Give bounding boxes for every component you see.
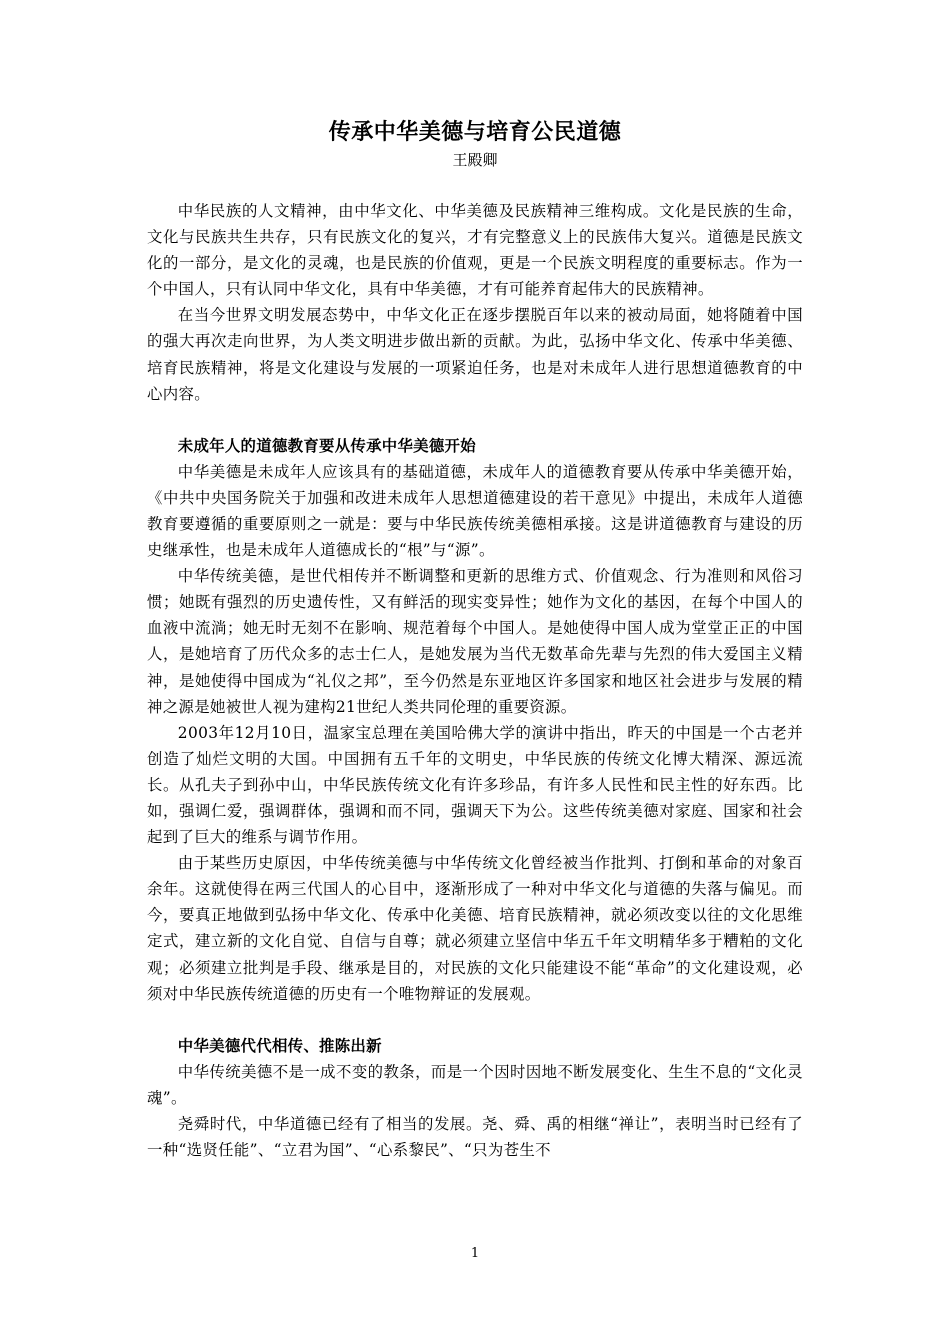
body-paragraph: 由于某些历史原因，中华传统美德与中华传统文化曾经被当作批判、打倒和革命的对象百余年。这就使得在两三代国人的心目中，逐渐形成了一种对中华文化与道德的失落与偏见。而今，要真正地做到弘扬中华文化、传承中化美德、培育民族精神，就必须改变以往的文化思维定式，建立新的文化自觉、自信与自尊；就必须建立坚信中华五千年文明精华多于糟粕的文化观；必须建立批判是手段、继承是目的，对民族的文化只能建设不能“革命”的文化建设观，必须对中华民族传统道德的历史有一个唯物辩证的发展观。	[147, 854, 803, 1003]
body-paragraph: 中华传统美德，是世代相传并不断调整和更新的思维方式、价值观念、行为准则和风俗习惯；她既有强烈的历史遗传性，又有鲜活的现实变异性；她作为文化的基因，在每个中国人的血液中流淌；她无时无刻不在影响、规范着每个中国人。是她使得中国人成为堂堂正正的中国人，是她培育了历代众多的志士仁人，是她发展为当代无数革命先辈与先烈的伟大爱国主义精神，是她使得中国成为“礼仪之邦”，至今仍然是东亚地区许多国家和地区社会进步与发展的精神之源是她被世人视为建构21世纪人类共同伦理的重要资源。	[147, 567, 803, 716]
body-paragraph: 尧舜时代，中华道德已经有了相当的发展。尧、舜、禹的相继“禅让”，表明当时已经有了一种“选贤任能”、“立君为国”、“心系黎民”、“只为苍生不	[147, 1114, 803, 1159]
document-title: 传承中华美德与培育公民道德	[328, 120, 622, 145]
intro-paragraph: 中华民族的人文精神，由中华文化、中华美德及民族精神三维构成。文化是民族的生命，文化与民族共生共存，只有民族文化的复兴，才有完整意义上的民族伟大复兴。道德是民族文化的一部分，是文化的灵魂，也是民族的价值观，更是一个民族文明程度的重要标志。作为一个中国人，只有认同中华文化，具有中华美德，才有可能养育起伟大的民族精神。	[147, 202, 803, 299]
author-name: 王殿卿	[452, 151, 498, 169]
body-paragraph: 2003年12月10日，温家宝总理在美国哈佛大学的演讲中指出，昨天的中国是一个古老并创造了灿烂文明的大国。中国拥有五千年的文明史，中华民族的传统文化博大精深、源远流长。从孔夫子到孙中山，中华民族传统文化有许多珍品，有许多人民性和民主性的好东西。比如，强调仁爱，强调群体，强调和而不同，强调天下为公。这些传统美德对家庭、国家和社会起到了巨大的维系与调节作用。	[147, 723, 803, 847]
section-heading: 中华美德代代相传、推陈出新	[177, 1036, 382, 1055]
page-number: 1	[470, 1246, 480, 1261]
document-page	[147, 116, 803, 1163]
intro-paragraph: 在当今世界文明发展态势中，中华文化正在逐步摆脱百年以来的被动局面，她将随着中国的强大再次走向世界，为人类文明进步做出新的贡献。为此，弘扬中华文化、传承中华美德、培育民族精神，将是文化建设与发展的一项紧迫任务，也是对未成年人进行思想道德教育的中心内容。	[147, 306, 803, 403]
body-paragraph: 中华美德是未成年人应该具有的基础道德，未成年人的道德教育要从传承中华美德开始，《中共中央国务院关于加强和改进未成年人思想道德建设的若干意见》中提出，未成年人道德教育要遵循的重要原则之一就是：要与中华民族传统美德相承接。这是讲道德教育与建设的历史继承性，也是未成年人道德成长的“根”与“源”。	[147, 462, 803, 560]
body-paragraph: 中华传统美德不是一成不变的教条，而是一个因时因地不断发展变化、生生不息的“文化灵魂”。	[147, 1062, 803, 1107]
section-heading: 未成年人的道德教育要从传承中华美德开始	[177, 436, 476, 455]
